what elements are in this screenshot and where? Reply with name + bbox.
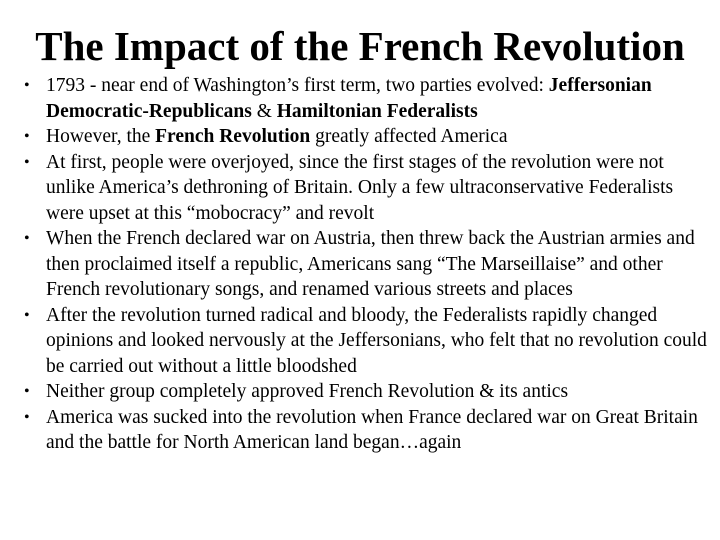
bullet-glyph: • <box>24 153 30 171</box>
bullet-item <box>18 226 708 303</box>
bullet-item <box>18 73 708 124</box>
slide-title: The Impact of the French Revolution <box>35 23 685 69</box>
bullet-glyph: • <box>24 408 30 426</box>
bullet-text: However, the <box>46 126 156 147</box>
bullet-glyph: • <box>24 306 30 324</box>
bullet-text: After the revolution turned radical and bloody, the Federalists rapidly changed opinions and looked nervously at the Jeffersonians, who felt that no revolution could be carried out without a little bloodshed <box>46 304 707 377</box>
bullet-text: 1793 - near end of Washington’s first term, two parties evolved: <box>46 75 549 96</box>
bullet-list <box>18 73 708 456</box>
bullet-item <box>18 150 708 227</box>
bullet-item <box>18 303 708 380</box>
bullet-item <box>18 379 708 405</box>
bullet-text: America was sucked into the revolution when France declared war on Great Britain and the battle for North American land began…again <box>46 406 698 453</box>
bullet-bold-text: French Revolution <box>155 126 311 147</box>
bullet-text: & <box>251 100 277 122</box>
bullet-item <box>18 405 708 456</box>
bullet-text: When the French declared war on Austria, then threw back the Austrian armies and then proclaimed itself a republic, Americans sang “The Marseillaise” and other French revolutionary songs, and renamed various streets and places <box>46 228 695 300</box>
bullet-text: At first, people were overjoyed, since the first stages of the revolution were not unlike America’s dethroning of Britain. Only a few ultraconservative Federalists were upset at this “mobocracy” and revolt <box>46 151 674 224</box>
bullet-bold-text: Hamiltonian Federalists <box>276 100 478 122</box>
bullet-text: greatly affected America <box>310 126 508 147</box>
bullet-glyph: • <box>24 77 30 94</box>
bullet-glyph: • <box>24 230 30 247</box>
bullet-item <box>18 124 708 150</box>
bullet-glyph: • <box>24 128 30 145</box>
bullet-glyph: • <box>24 383 30 400</box>
bullet-text: Neither group completely approved French Revolution & its antics <box>46 381 569 402</box>
bullet-bold-text: Jeffersonian Democratic-Republicans <box>46 75 652 122</box>
